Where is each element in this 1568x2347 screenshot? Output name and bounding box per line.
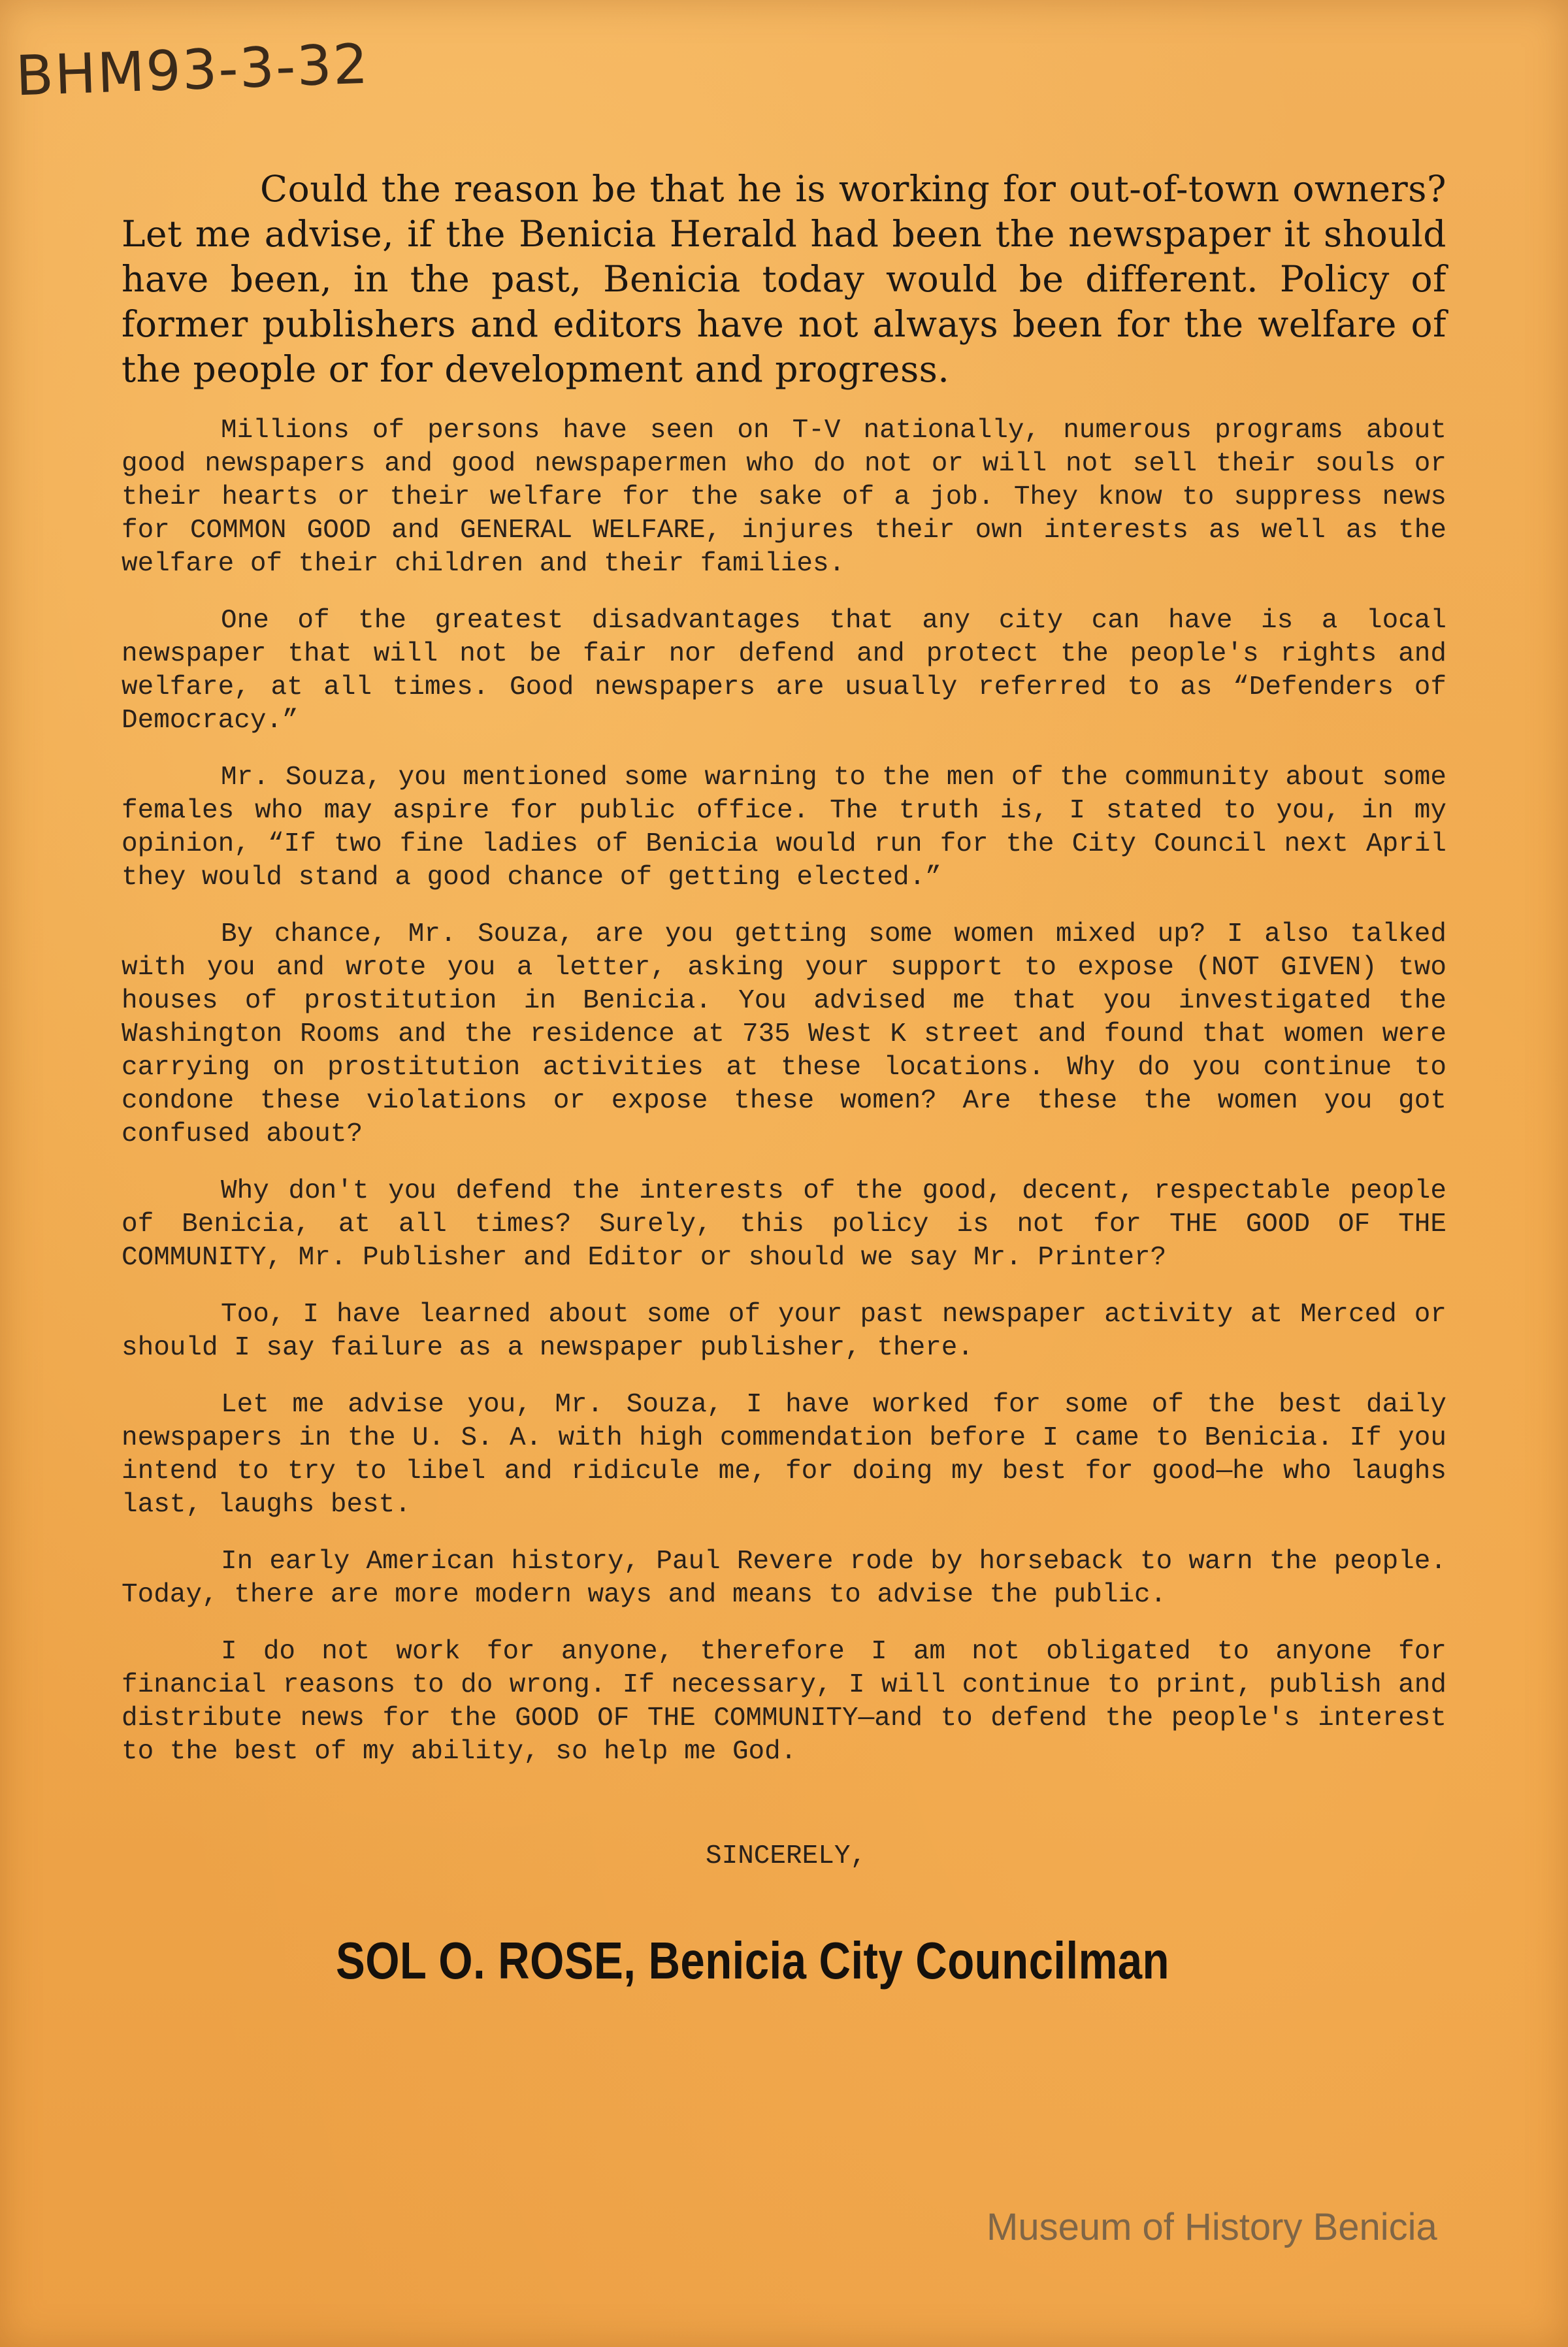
paragraph: One of the greatest disadvantages that any city can have is a local newspaper that will not be fair nor defend and protect the people's rights and welfare, at all times. Good newspapers are usually referred to as “Defenders of Democracy.” [122,606,1446,736]
paragraph: Mr. Souza, you mentioned some warning to the men of the community about some females who may aspire for public office. The truth is, I stated to you, in my opinion, “If two fine ladies of Benicia would run for the City Council next April they would stand a good chance of getting elected.” [122,763,1446,893]
accession-number: BHM93-3-32 [14,31,370,108]
paragraph: Millions of persons have seen on T-V nationally, numerous programs about good newspapers and good newspapermen who do not or will not sell their souls or their hearts or their welfare for the sake of a job. They know to suppress news for COMMON GOOD and GENERAL WELFARE, injures their own interests as well as the welfare of their children and their families. [122,416,1446,579]
closing-salutation: SINCERELY, [706,1841,867,1871]
paragraph: Too, I have learned about some of your past newspaper activity at Merced or should I say failure as a newspaper publisher, there. [122,1300,1446,1363]
paragraph: In early American history, Paul Revere rode by horseback to warn the people. Today, there are more modern ways and means to advise the public. [122,1547,1446,1610]
paragraph: Let me advise you, Mr. Souza, I have worked for some of the best daily newspapers in the U. S. A. with high commendation before I came to Benicia. If you intend to try to libel and ridicule me, for doing my best for good—he who laughs last, laughs best. [122,1390,1446,1520]
lead-paragraph: Could the reason be that he is working for out-of-town owners? Let me advise, if the Benicia Herald had been the newspaper it should have been, in the past, Benicia today would be different. Policy of former publishers and editors have not always been for the welfare of the people or for development and progress. [122,168,1446,390]
letter-body [122,167,1446,1792]
museum-watermark: Museum of History Benicia [987,2206,1437,2248]
paragraph: By chance, Mr. Souza, are you getting some women mixed up? I also talked with you and wrote you a letter, asking your support to expose (NOT GIVEN) two houses of prostitution in Benicia. You advised me that you investigated the Washington Rooms and the residence at 735 West K street and found that women were carrying on prostitution activities at these locations. Why do you continue to condone these violations or expose these women? Are these the women you got confused about? [122,919,1446,1149]
paragraph: I do not work for anyone, therefore I am not obligated to anyone for financial reasons to do wrong. If necessary, I will continue to print, publish and distribute news for the GOOD OF THE COMMUNITY—and to defend the people's interest to the best of my ability, so help me God. [122,1637,1446,1767]
signature-line: SOL O. ROSE, Benicia City Councilman [336,1931,1170,1990]
paragraph: Why don't you defend the interests of the good, decent, respectable people of Benicia, at all times? Surely, this policy is not for THE GOOD OF THE COMMUNITY, Mr. Publisher and Editor or should we say Mr. Printer? [122,1176,1446,1273]
